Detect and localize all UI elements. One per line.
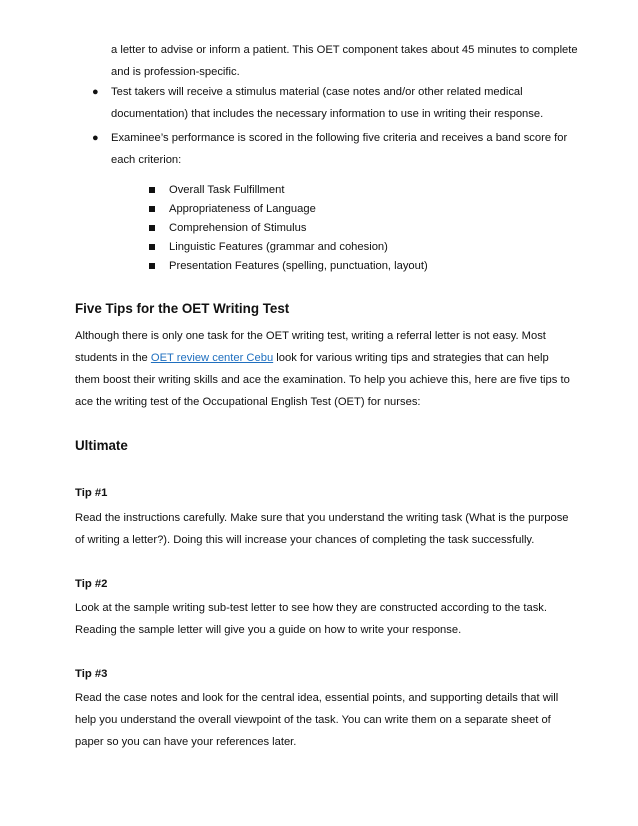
criteria-item: [149, 238, 569, 257]
criteria-text: Overall Task Fulfillment: [169, 183, 285, 196]
tip-title: Tip #1: [75, 487, 108, 499]
criteria-list: [149, 180, 569, 276]
paragraph-text: Although there is only one task for the OET writing test, writing a referral letter is not easy. Most students in the: [75, 330, 546, 364]
bullet-dot-icon: ●: [92, 132, 99, 144]
criteria-text: Appropriateness of Language: [169, 202, 316, 215]
square-bullet-icon: [149, 244, 155, 250]
tip-text: Read the instructions carefully. Make sure that you understand the writing task (What is the purpose of writing a letter?). Doing this will increase your chances of completing the task successfully.: [75, 512, 569, 546]
criteria-item: [149, 199, 569, 218]
bullet-dot-icon: ●: [92, 86, 99, 98]
oet-review-center-link[interactable]: OET review center Cebu: [150, 352, 274, 364]
tip-title: Tip #2: [75, 578, 108, 590]
square-bullet-icon: [149, 187, 155, 193]
section-paragraph: [75, 325, 570, 413]
tip-text: Read the case notes and look for the central idea, essential points, and supporting details that will help you understand the overall viewpoint of the task. You can write them on a separate sheet of paper so you can have your references later.: [75, 692, 559, 748]
bullet-text: Examinee’s performance is scored in the following five criteria and receives a band score for each criterion:: [111, 132, 568, 166]
subheading: Ultimate: [75, 438, 128, 453]
section-heading: Five Tips for the OET Writing Test: [75, 301, 290, 316]
criteria-item: [149, 218, 569, 237]
tip-title: Tip #3: [75, 668, 108, 680]
square-bullet-icon: [149, 206, 155, 212]
bullet-item: [92, 81, 582, 125]
criteria-item: [149, 257, 569, 276]
bullet-item: [92, 127, 582, 171]
criteria-text: Presentation Features (spelling, punctuation, layout): [169, 260, 428, 273]
criteria-text: Comprehension of Stimulus: [169, 221, 307, 234]
criteria-item: [149, 180, 569, 199]
bullet-text: Test takers will receive a stimulus material (case notes and/or other related medical documentation) that includes the necessary information to use in writing their response.: [111, 86, 544, 120]
square-bullet-icon: [149, 263, 155, 269]
intro-continuation: a letter to advise or inform a patient. This OET component takes about 45 minutes to complete and is profession-specific.: [111, 44, 578, 78]
bullet-list: [92, 81, 582, 173]
paragraph-text: look for various writing tips and strategies that can help them boost their writing skills and ace the examination. To help you achieve this, here are five tips to ace the writing test of the Occupational English Test (OET) for nurses:: [75, 352, 570, 408]
square-bullet-icon: [149, 225, 155, 231]
tip-text: Look at the sample writing sub-test letter to see how they are constructed according to the task. Reading the sample letter will give you a guide on how to write your response.: [75, 602, 547, 636]
criteria-text: Linguistic Features (grammar and cohesion): [169, 241, 388, 254]
